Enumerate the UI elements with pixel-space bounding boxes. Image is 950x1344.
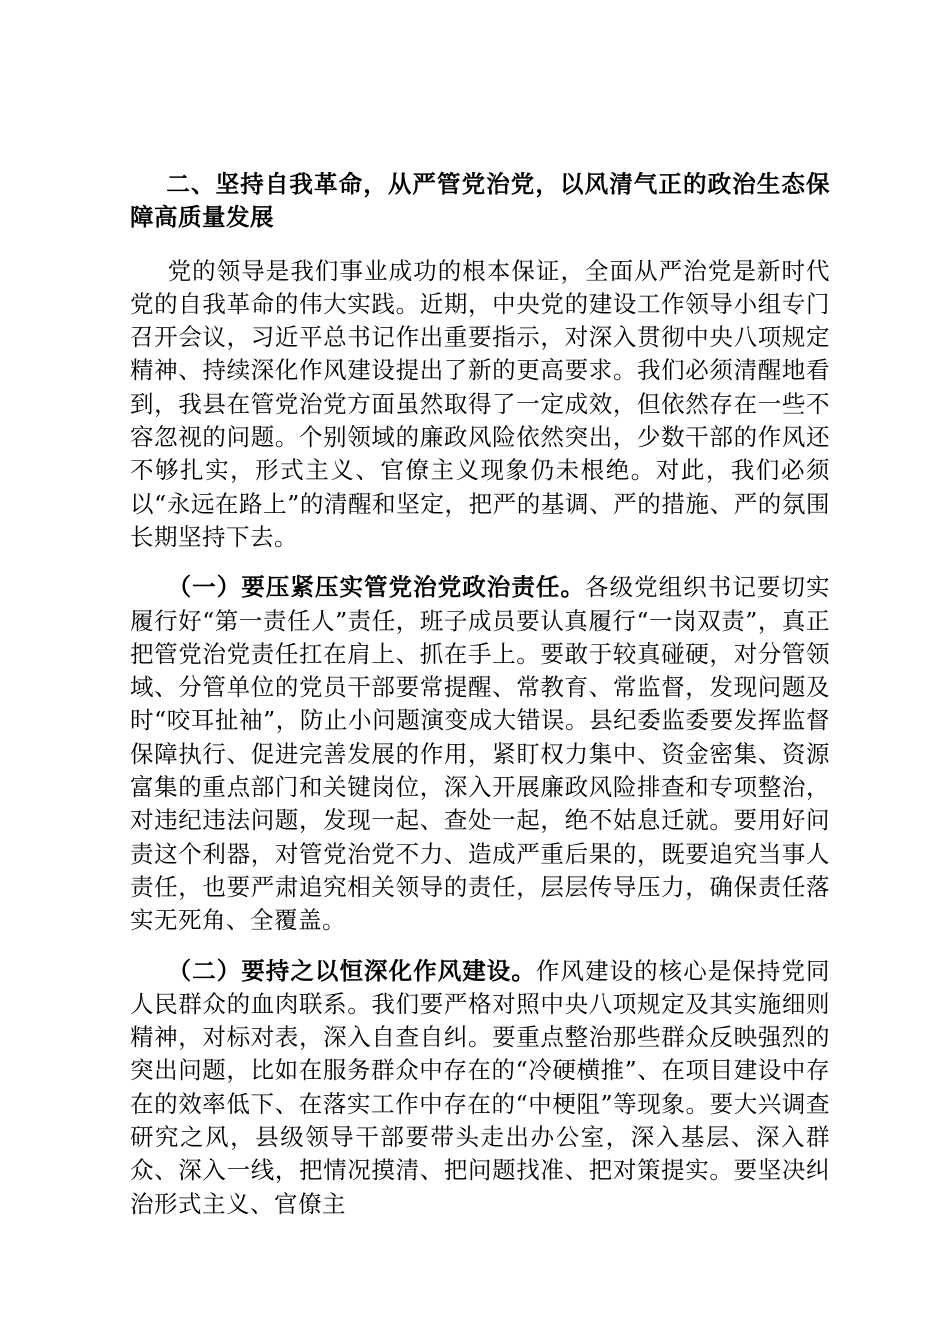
paragraph-item-2-text: 作风建设的核心是保持党同人民群众的血肉联系。我们要严格对照中央八项规定及其实施细则精神，对标对表，深入自查自纠。要重点整治那些群众反映强烈的突出问题，比如在服务群众中存在的“冷硬横推”、在项目建设中存在的效率低下、在落实工作中存在的“中梗阻”等现象。要大兴调查研究之风，县级领导干部要带头走出办公室，深入基层、深入群众、深入一线，把情况摸清、把问题找准、把对策提实。要坚决纠治形式主义、官僚主 <box>130 956 831 1218</box>
document-body <box>130 168 830 1238</box>
paragraph-item-1 <box>130 571 830 937</box>
paragraph-intro <box>130 255 830 555</box>
paragraph-item-2-lead: （二）要持之以恒深化作风建设。 <box>167 956 536 985</box>
paragraph-item-2 <box>130 955 830 1221</box>
paragraph-intro-text: 党的领导是我们事业成功的根本保证，全面从严治党是新时代党的自我革命的伟大实践。近期，中央党的建设工作领导小组专门召开会议，习近平总书记作出重要指示，对深入贯彻中央八项规定精神、持续深化作风建设提出了新的更高要求。我们必须清醒地看到，我县在管党治党方面虽然取得了一定成效，但依然存在一些不容忽视的问题。个别领域的廉政风险依然突出，少数干部的作风还不够扎实，形式主义、官僚主义现象仍未根绝。对此，我们必须以“永远在路上”的清醒和坚定，把严的基调、严的措施、严的氛围长期坚持下去。 <box>130 256 830 551</box>
paragraph-item-1-lead: （一）要压紧压实管党治党政治责任。 <box>167 573 586 602</box>
paragraph-item-1-text: 各级党组织书记要切实履行好“第一责任人”责任，班子成员要认真履行“一岗双责”，真正把管党治党责任扛在肩上、抓在手上。要敢于较真碰硬，对分管领域、分管单位的党员干部要常提醒、常教育、常监督，发现问题及时“咬耳扯袖”，防止小问题演变成大错误。县纪委监委要发挥监督保障执行、促进完善发展的作用，紧盯权力集中、资金密集、资源富集的重点部门和关键岗位，深入开展廉政风险排查和专项整治，对违纪违法问题，发现一起、查处一起，绝不姑息迁就。要用好问责这个利器，对管党治党不力、造成严重后果的，既要追究当事人责任，也要严肃追究相关领导的责任，层层传导压力，确保责任落实无死角、全覆盖。 <box>130 573 831 935</box>
section-heading: 二、坚持自我革命，从严管党治党，以风清气正的政治生态保障高质量发展 <box>130 170 830 232</box>
